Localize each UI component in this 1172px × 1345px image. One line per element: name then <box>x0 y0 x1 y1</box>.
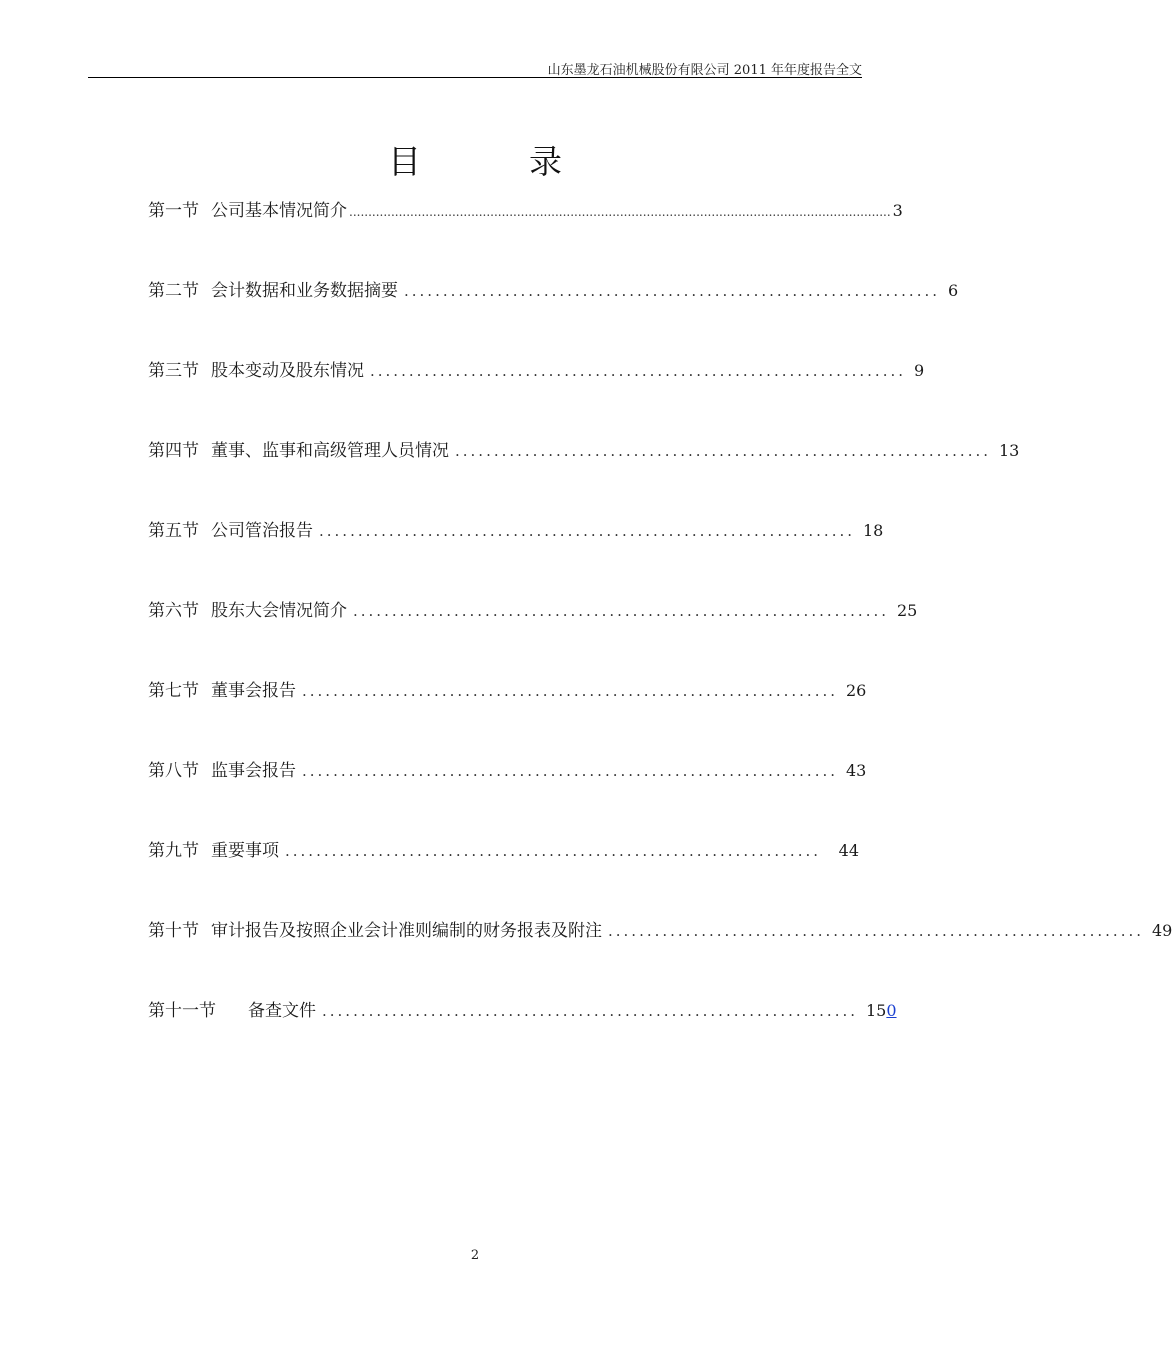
page-number: 2 <box>470 1248 480 1263</box>
toc-entry[interactable] <box>148 276 959 356</box>
toc-section-title: 监事会报告 <box>211 761 296 781</box>
toc-entry[interactable] <box>148 676 867 756</box>
toc-section-title: 股东大会情况简介 <box>211 601 347 621</box>
toc-entry[interactable] <box>148 596 918 676</box>
toc-section-number: 第三节 <box>148 361 199 381</box>
toc-section-title: 重要事项 <box>211 841 279 861</box>
toc-section-title: 会计数据和业务数据摘要 <box>211 281 398 301</box>
toc-dot-leader: ..................................................................... <box>608 922 1144 940</box>
toc-page-number: 44 <box>838 841 859 860</box>
toc-section-title: 审计报告及按照企业会计准则编制的财务报表及附注 <box>211 921 602 941</box>
toc-section-number: 第二节 <box>148 281 199 301</box>
toc-section-title: 备查文件 <box>248 1001 316 1021</box>
toc-dot-leader: ..................................................................... <box>353 602 889 620</box>
toc-page-number: 26 <box>846 681 867 700</box>
toc-entry[interactable] <box>148 836 859 916</box>
toc-entry[interactable] <box>148 756 867 836</box>
toc-dot-leader: .............................................................................................................................................. <box>349 205 891 219</box>
toc-dot-leader: ..................................................................... <box>404 282 940 300</box>
toc-page-link[interactable]: 0 <box>886 1001 897 1020</box>
toc-section-number: 第六节 <box>148 601 199 621</box>
toc-dot-leader: ..................................................................... <box>455 442 991 460</box>
toc-page-number: 6 <box>948 281 959 300</box>
toc-dot-leader: ..................................................................... <box>302 682 838 700</box>
toc-section-number: 第五节 <box>148 521 199 541</box>
toc-section-number: 第一节 <box>148 201 199 221</box>
toc-section-number: 第九节 <box>148 841 199 861</box>
toc-section-number: 第七节 <box>148 681 199 701</box>
toc-entry[interactable] <box>148 516 884 596</box>
toc-page-number: 3 <box>892 201 903 220</box>
toc-dot-leader: ..................................................................... <box>322 1002 858 1020</box>
toc-page-number: 25 <box>897 601 918 620</box>
toc-section-number: 第十节 <box>148 921 199 941</box>
toc-title: 目录 <box>388 142 670 181</box>
toc-dot-leader: ..................................................................... <box>370 362 906 380</box>
toc-page-number: 49 <box>1152 921 1172 940</box>
toc-entry[interactable] <box>148 196 903 276</box>
toc-section-number: 第八节 <box>148 761 199 781</box>
toc-section-title: 股本变动及股东情况 <box>211 361 364 381</box>
toc-entry[interactable] <box>148 916 1172 996</box>
table-of-contents <box>148 196 1172 1076</box>
toc-page-number <box>866 1001 897 1020</box>
toc-page-number: 9 <box>914 361 925 380</box>
toc-section-number: 第十一节 <box>148 1001 216 1021</box>
toc-page-number: 18 <box>863 521 884 540</box>
toc-section-number: 第四节 <box>148 441 199 461</box>
running-header: 山东墨龙石油机械股份有限公司 2011 年年度报告全文 <box>547 63 862 78</box>
toc-section-title: 公司管治报告 <box>211 521 313 541</box>
header-divider <box>88 77 862 78</box>
toc-entry[interactable] <box>148 996 897 1076</box>
toc-page-number: 13 <box>999 441 1020 460</box>
toc-entry[interactable] <box>148 356 925 436</box>
toc-entry[interactable] <box>148 436 1020 516</box>
toc-dot-leader: ..................................................................... <box>302 762 838 780</box>
toc-page-number: 43 <box>846 761 867 780</box>
toc-section-title: 公司基本情况简介 <box>211 201 347 221</box>
toc-dot-leader: ..................................................................... <box>285 842 821 860</box>
toc-page-number-prefix: 15 <box>866 1001 887 1020</box>
toc-section-title: 董事、监事和高级管理人员情况 <box>211 441 449 461</box>
toc-dot-leader: ..................................................................... <box>319 522 855 540</box>
toc-section-title: 董事会报告 <box>211 681 296 701</box>
